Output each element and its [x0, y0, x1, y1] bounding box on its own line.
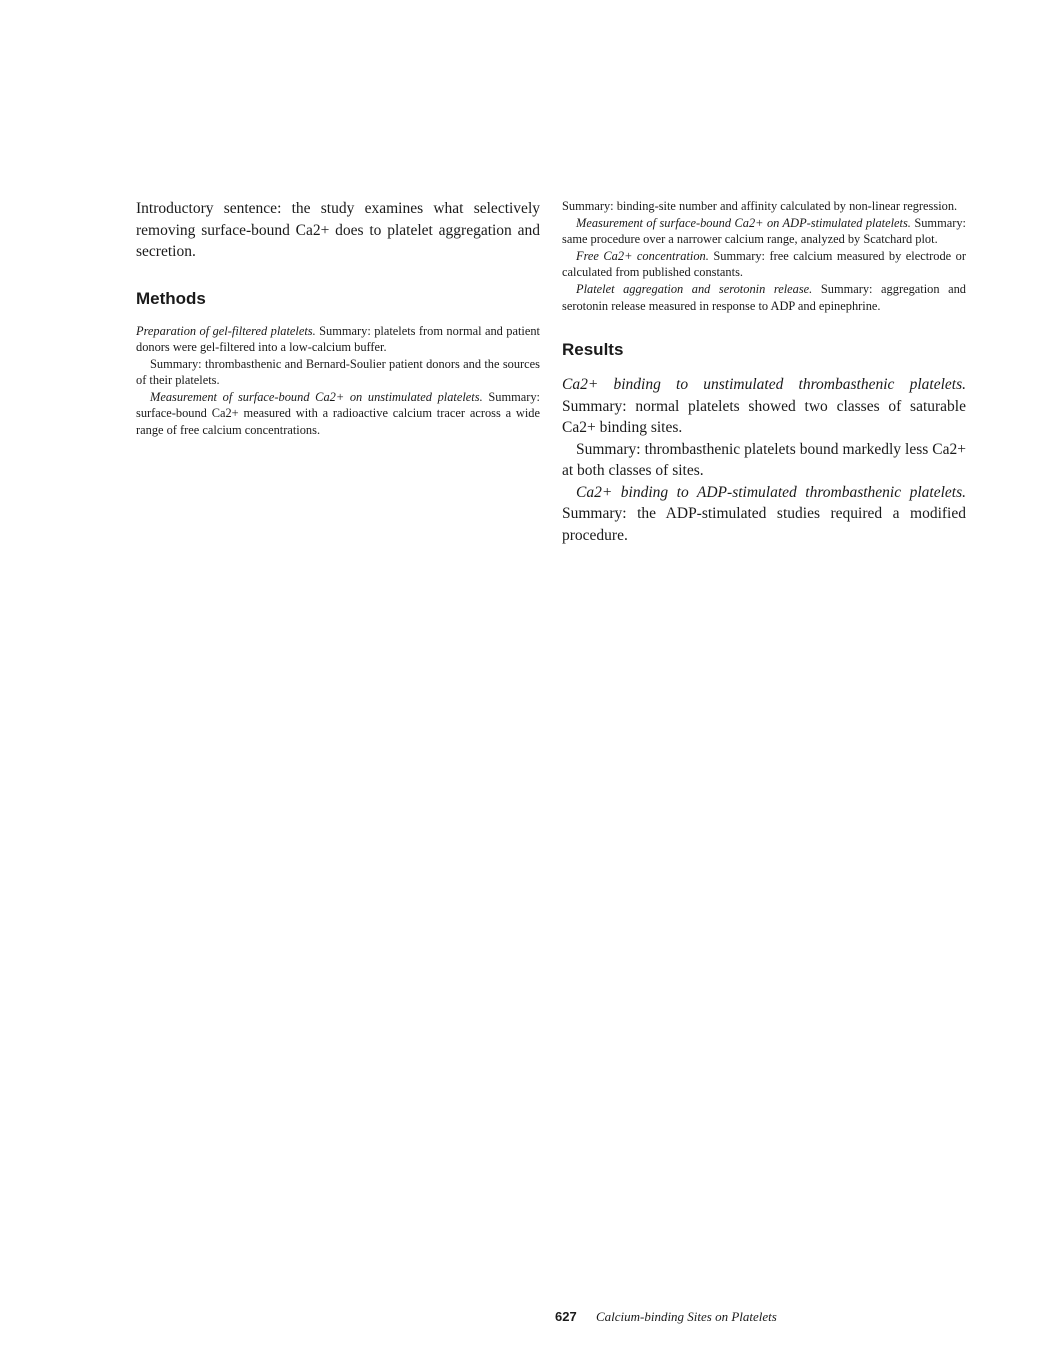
results-paragraph — [562, 482, 966, 547]
methods-paragraph — [136, 389, 540, 439]
methods-paragraph: Summary: binding-site number and affinity calculated by non-linear regression. — [562, 199, 958, 213]
methods-paragraph — [562, 215, 966, 248]
left-column — [136, 198, 540, 439]
page-footer — [555, 1309, 975, 1325]
paragraph-title: Measurement of surface-bound Ca2+ on unstimulated platelets. — [150, 389, 483, 404]
methods-heading: Methods — [136, 288, 206, 308]
paragraph-text: Summary: the ADP-stimulated studies required a modified procedure. — [562, 505, 966, 544]
paragraph-title: Ca2+ binding to ADP-stimulated thrombasthenic platelets. — [576, 483, 966, 501]
running-title: Calcium-binding Sites on Platelets — [595, 1309, 777, 1324]
results-paragraph — [562, 439, 966, 482]
paragraph-title: Platelet aggregation and serotonin release. — [576, 281, 813, 296]
paragraph-text: Summary: aggregation and serotonin release measured in response to ADP and epinephrine. — [562, 281, 966, 313]
methods-paragraph — [562, 248, 966, 281]
paragraph-title: Preparation of gel-filtered platelets. — [136, 323, 316, 338]
paragraph-title: Measurement of surface-bound Ca2+ on ADP-stimulated platelets. — [576, 215, 911, 230]
paragraph-text: Summary: free calcium measured by electrode or calculated from published constants. — [562, 248, 966, 280]
paragraph-text: Summary: thrombasthenic and Bernard-Soulier patient donors and the sources of their platelets. — [136, 356, 540, 388]
results-heading: Results — [562, 340, 624, 360]
paragraph-text: Summary: same procedure over a narrower calcium range, analyzed by Scatchard plot. — [562, 215, 966, 247]
paragraph-text: Summary: platelets from normal and patient donors were gel-filtered into a low-calcium buffer. — [136, 323, 540, 355]
methods-paragraph — [562, 281, 966, 314]
paragraph-title: Free Ca2+ concentration. — [576, 248, 709, 263]
intro-paragraph: Introductory sentence: the study examines what selectively removing surface-bound Ca2+ does to platelet aggregation and secretion. — [136, 200, 540, 260]
methods-paragraph — [136, 356, 540, 389]
right-column — [562, 198, 966, 546]
paragraph-text: Summary: surface-bound Ca2+ measured with a radioactive calcium tracer across a wide range of free calcium concentrations. — [136, 389, 540, 438]
results-paragraph — [562, 374, 966, 439]
paragraph-text: Summary: normal platelets showed two classes of saturable Ca2+ binding sites. — [562, 397, 966, 437]
methods-paragraph — [136, 323, 540, 356]
paragraph-text: Summary: thrombasthenic platelets bound markedly less Ca2+ at both classes of sites. — [562, 440, 966, 480]
paragraph-title: Ca2+ binding to unstimulated thrombasthenic platelets. — [562, 376, 966, 394]
page-number: 627 — [555, 1309, 577, 1324]
